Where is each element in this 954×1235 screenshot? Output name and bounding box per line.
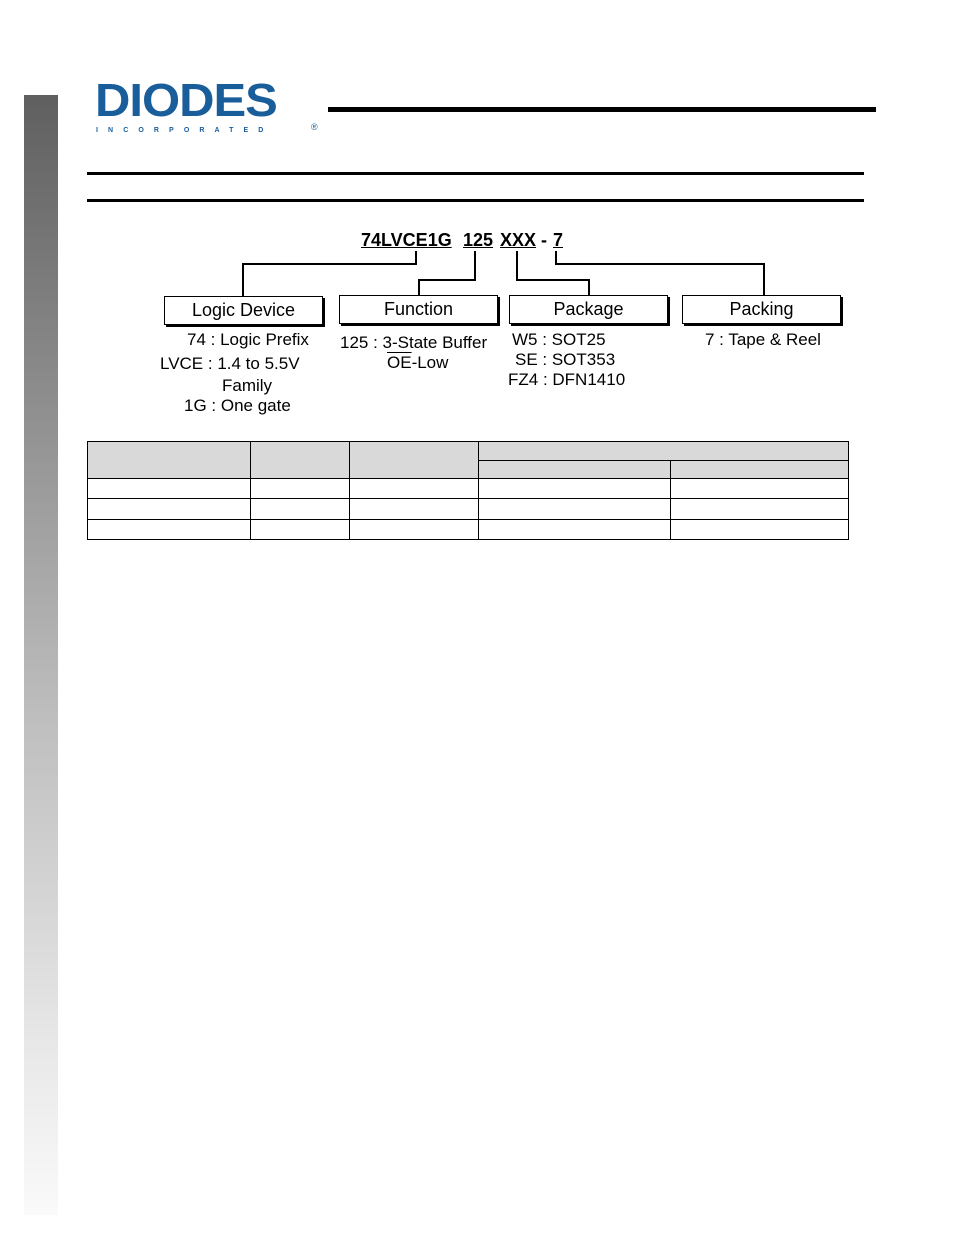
table-header-cell — [479, 461, 671, 479]
oe-overline: $\overline{OE}$ — [387, 353, 412, 372]
table-header-cell — [88, 442, 251, 479]
field-box-logic-device: Logic Device — [164, 296, 323, 325]
packing-text: 7 : Tape & Reel — [705, 330, 821, 349]
connector-line — [418, 279, 476, 281]
logic-family-cont-text: Family — [222, 376, 273, 395]
table-cell — [88, 499, 251, 520]
logic-family-text: LVCE : 1.4 to 5.5V — [160, 354, 300, 373]
field-box-function: Function — [339, 295, 498, 324]
table-header-cell — [671, 461, 849, 479]
connector-line — [418, 279, 420, 296]
table-cell — [479, 479, 671, 499]
table-cell — [88, 479, 251, 499]
field-box-packing: Packing — [682, 295, 841, 324]
table-cell — [350, 479, 479, 499]
table-row — [88, 520, 849, 540]
table-cell — [251, 499, 350, 520]
pn-base: 74LVCE1G — [361, 230, 452, 250]
pn-packing: 7 — [553, 230, 564, 250]
oe-low: -Low — [411, 353, 449, 372]
function-oe-text — [387, 354, 448, 371]
pn-function: 125 — [463, 230, 494, 250]
table-cell — [350, 520, 479, 540]
logo-registered-mark: ® — [311, 122, 318, 132]
pn-dash: - — [541, 230, 547, 250]
table-cell — [479, 520, 671, 540]
table-cell — [479, 499, 671, 520]
connector-line — [763, 263, 765, 296]
package-w5-text: W5 : SOT25 — [512, 330, 606, 349]
table-header-cell — [350, 442, 479, 479]
table-cell — [251, 479, 350, 499]
section-rule-bottom — [87, 199, 864, 202]
table-cell — [350, 499, 479, 520]
connector-line — [474, 251, 476, 281]
table-header-cell — [479, 442, 849, 461]
logic-prefix-text: 74 : Logic Prefix — [187, 330, 309, 349]
connector-line — [242, 263, 417, 265]
package-se-text: SE : SOT353 — [515, 350, 616, 369]
ordering-table — [87, 441, 849, 540]
table-header-row — [88, 442, 849, 461]
table-row — [88, 479, 849, 499]
function-text: 125 : 3-State Buffer — [340, 333, 488, 352]
diodes-logo — [95, 75, 325, 140]
connector-line — [516, 279, 590, 281]
table-cell — [88, 520, 251, 540]
connector-line — [588, 279, 590, 296]
logic-gate-text: 1G : One gate — [184, 396, 291, 415]
table-cell — [671, 520, 849, 540]
table-cell — [251, 520, 350, 540]
pn-package: XXX — [500, 230, 537, 250]
table-row — [88, 499, 849, 520]
logo-subtitle: INCORPORATED — [96, 127, 274, 134]
connector-line — [555, 263, 765, 265]
connector-line — [242, 263, 244, 296]
logo-wordmark: DIODES — [95, 75, 277, 127]
table-cell — [671, 479, 849, 499]
connector-line — [516, 251, 518, 281]
table-header-cell — [251, 442, 350, 479]
package-fz4-text: FZ4 : DFN1410 — [508, 370, 626, 389]
section-rule-top — [87, 172, 864, 175]
header-rule — [328, 107, 876, 112]
side-gradient-bar — [24, 95, 58, 1215]
table-cell — [671, 499, 849, 520]
field-box-package: Package — [509, 295, 668, 324]
